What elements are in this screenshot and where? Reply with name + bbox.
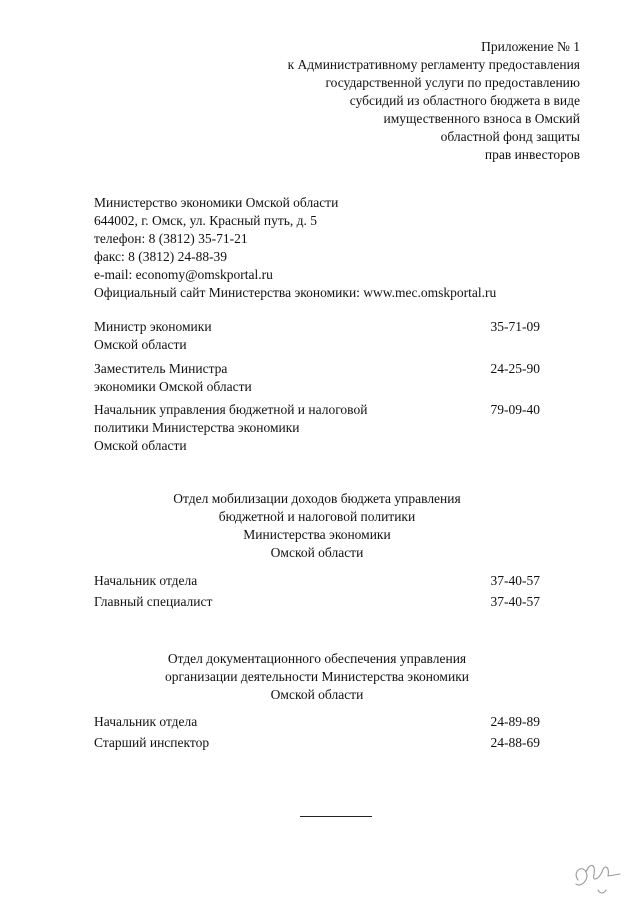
handwritten-signature [568,850,630,898]
official-phone: 35-71-09 [490,319,540,334]
staff-position: Старший инспектор [94,735,210,750]
ministry-name: Министерство экономики Омской области [94,195,339,210]
staff-phone: 24-89-89 [490,714,540,729]
ministry-fax: факс: 8 (3812) 24-88-39 [94,249,228,264]
official-position: Заместитель Министра [94,361,228,376]
appendix-line: к Административному регламенту предоставления [287,57,580,72]
staff-row [94,593,540,611]
staff-phone: 24-88-69 [490,735,540,750]
appendix-line: прав инвесторов [484,147,580,162]
official-phone: 79-09-40 [490,402,540,417]
ministry-contacts [94,194,496,302]
department-title [94,650,540,704]
department-title-line: Отдел мобилизации доходов бюджета управления [173,491,461,506]
official-position: Омской области [94,337,187,352]
staff-row [94,734,540,752]
department-title-line: бюджетной и налоговой политики [218,509,416,524]
official-row [94,318,540,354]
department-title-line: Министерства экономики [243,527,391,542]
staff-position: Главный специалист [94,594,213,609]
department-title-line: организации деятельности Министерства экономики [165,669,469,684]
official-row [94,360,540,396]
appendix-line: субсидий из областного бюджета в виде [349,93,580,108]
official-position: Омской области [94,438,187,453]
department-title-line: Отдел документационного обеспечения управления [167,651,467,666]
appendix-title: Приложение № 1 [481,39,580,54]
staff-row [94,572,540,590]
staff-position: Начальник отдела [94,714,198,729]
appendix-line: государственной услуги по предоставлению [325,75,580,90]
department-title [94,490,540,562]
ministry-phone: телефон: 8 (3812) 35-71-21 [94,231,248,246]
staff-row [94,713,540,731]
official-position: Министр экономики [94,319,212,334]
staff-phone: 37-40-57 [490,594,540,609]
staff-position: Начальник отдела [94,573,198,588]
ministry-email: e-mail: economy@omskportal.ru [94,267,273,282]
department-title-line: Омской области [270,545,364,560]
official-row [94,401,540,455]
appendix-line: имущественного взноса в Омский [383,111,580,126]
official-position: политики Министерства экономики [94,420,300,435]
ministry-address: 644002, г. Омск, ул. Красный путь, д. 5 [94,213,318,228]
appendix-line: областной фонд защиты [440,129,580,144]
official-position: экономики Омской области [94,379,252,394]
staff-phone: 37-40-57 [490,573,540,588]
department-title-line: Омской области [270,687,364,702]
ministry-website: Официальный сайт Министерства экономики: www.mec.omskportal.ru [94,285,497,300]
closing-divider [300,816,372,817]
official-position: Начальник управления бюджетной и налоговой [94,402,368,417]
official-phone: 24-25-90 [490,361,540,376]
appendix-header [180,38,580,164]
